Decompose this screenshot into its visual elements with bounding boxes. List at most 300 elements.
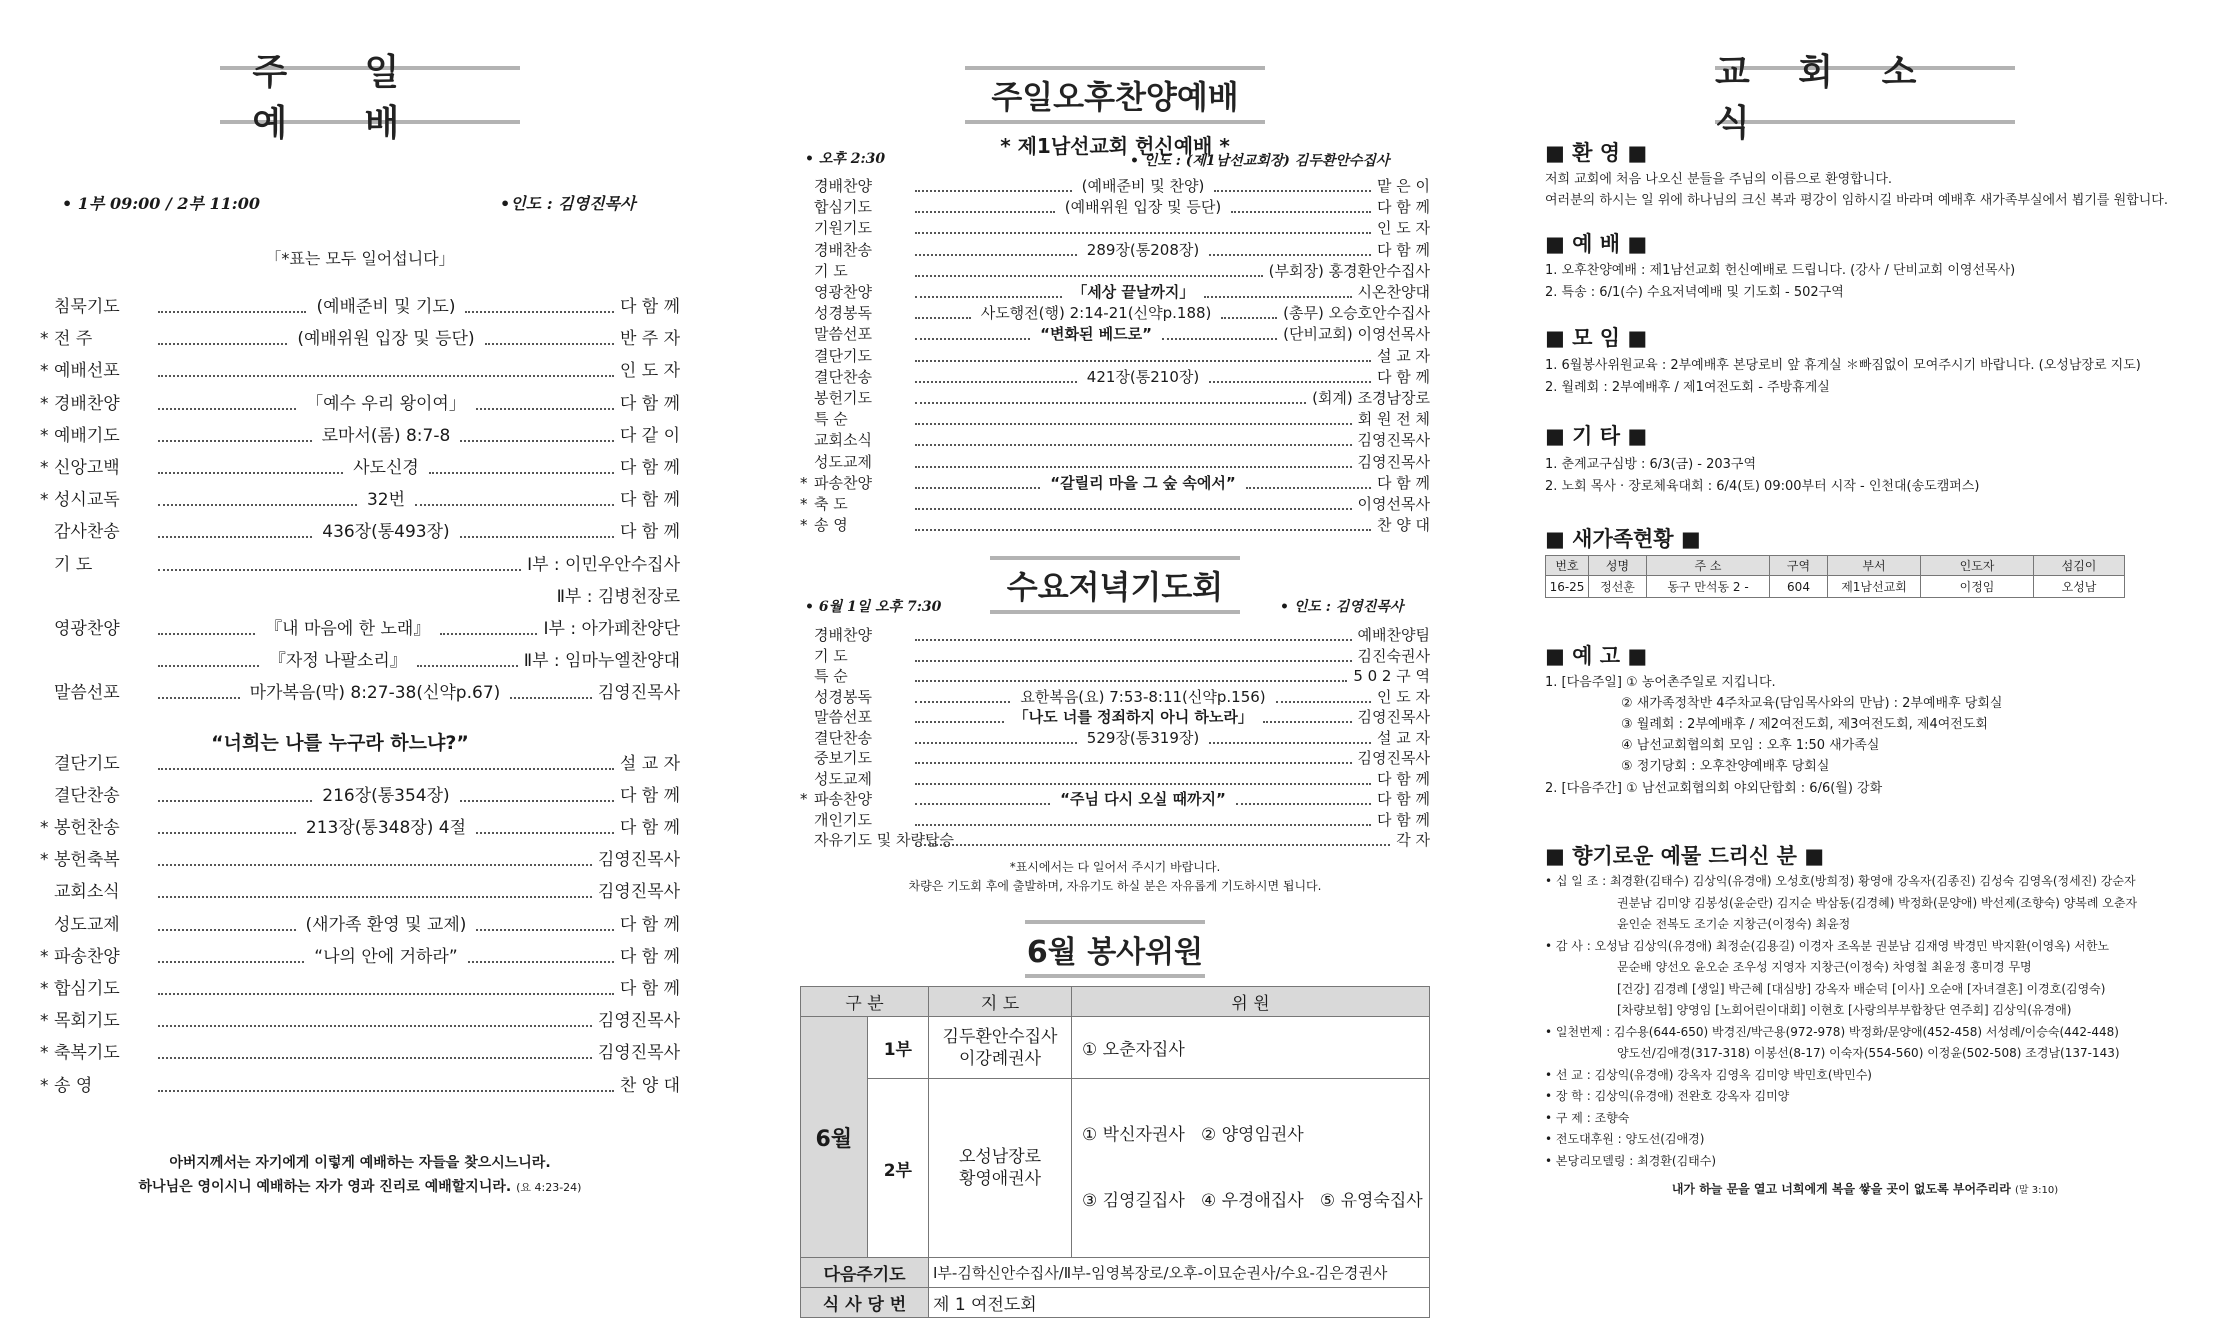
leader-dots bbox=[915, 844, 1390, 846]
order-row bbox=[40, 978, 680, 1000]
standing-marker: * bbox=[40, 458, 49, 478]
servant-title: 6월 봉사위원 bbox=[1025, 920, 1205, 978]
leader-dots bbox=[429, 472, 614, 474]
order-label: 말씀선포 bbox=[814, 325, 872, 344]
offering-line: • 장 학 : 김상익(유경애) 전완호 강옥자 김미양 bbox=[1545, 1089, 1790, 1103]
order-label: 목회기도 bbox=[54, 1011, 120, 1032]
order-person: 회 원 전 체 bbox=[1357, 410, 1430, 429]
leader-dots bbox=[510, 697, 592, 699]
order-content: 213장(통348장) 4절 bbox=[305, 818, 466, 838]
offering-line: 권분남 김미양 김봉성(윤순란) 김지순 박삼동(김경혜) 박정화(문양애) 박선제(조향숙) 양복례 오춘자 bbox=[1617, 895, 2138, 910]
leader-dots bbox=[1214, 190, 1371, 192]
new-family-heading: ■ 새가족현황 ■ bbox=[1545, 527, 1701, 551]
order-content: 289장(통208장) bbox=[1086, 240, 1200, 259]
leader-dots bbox=[1204, 296, 1351, 298]
new-family-row: 16-25 정선훈 동구 만석동 2 - 604 제1남선교회 이정임 오성남 bbox=[1546, 576, 2125, 598]
order-row bbox=[40, 650, 680, 672]
leader-dots bbox=[476, 408, 614, 410]
order-row bbox=[800, 260, 1430, 282]
order-row bbox=[800, 387, 1430, 409]
leader-dots bbox=[158, 504, 357, 506]
service-leader: •인도 : 김영진목사 bbox=[500, 194, 636, 213]
order-person: 인 도 자 bbox=[1377, 687, 1431, 706]
leader-dots bbox=[158, 800, 312, 802]
meal-duty-row: 식 사 당 번 제 1 여전도회 bbox=[801, 1288, 1430, 1318]
leader-dots bbox=[915, 254, 1077, 256]
order-row bbox=[800, 302, 1430, 324]
order-content: 마가복음(막) 8:27-38(신약p.67) bbox=[249, 683, 501, 704]
leader-dots bbox=[460, 536, 614, 538]
order-row bbox=[800, 706, 1430, 728]
leader-dots bbox=[915, 444, 1352, 446]
worship-line-2: 2. 특송 : 6/1(수) 수요저녁예배 및 기도회 - 502구역 bbox=[1545, 285, 1844, 300]
notice-line-3: ③ 월례회 : 2부예배후 / 제2여전도회, 제3여전도회, 제4여전도회 bbox=[1621, 717, 1988, 732]
order-row bbox=[40, 817, 680, 839]
order-person: 반 주 자 bbox=[619, 329, 681, 350]
leader-dots bbox=[460, 800, 614, 802]
leader-dots bbox=[915, 423, 1352, 425]
wednesday-note-2: 차량은 기도회 후에 출발하며, 자유기도 하실 분은 자유롭게 기도하시면 됩니다. bbox=[908, 879, 1322, 893]
order-label: 자유기도 및 차량탑승 bbox=[814, 831, 954, 849]
order-row bbox=[800, 788, 1430, 810]
order-row bbox=[800, 429, 1430, 451]
leader-dots bbox=[417, 665, 518, 667]
meeting-line-2: 2. 월례회 : 2부예배후 / 제1여전도회 - 주방휴게실 bbox=[1545, 380, 1830, 395]
order-content: 요한복음(요) 7:53-8:11(신약p.156) bbox=[1020, 687, 1266, 706]
order-content: (예배위원 입장 및 등단) bbox=[1064, 198, 1222, 217]
order-label: 성도교제 bbox=[814, 452, 872, 471]
offering-line: • 일천번제 : 김수용(644-650) 박경진/박근용(972-978) 박정화/문양애(452-458) 서성례/이승숙(442-448) bbox=[1545, 1024, 2119, 1039]
notice-line-2: ② 새가족정착반 4주차교육(담임목사와의 만남) : 2부예배후 당회실 bbox=[1621, 696, 2003, 711]
leader-dots bbox=[415, 504, 614, 506]
order-person: 김영진목사 bbox=[597, 882, 680, 903]
order-label: 신앙고백 bbox=[54, 458, 120, 478]
order-person: 다 함 께 bbox=[619, 785, 681, 806]
leader-dots bbox=[1231, 211, 1371, 213]
order-label: 합심기도 bbox=[814, 198, 872, 217]
order-row bbox=[40, 393, 680, 415]
leader-dots bbox=[1263, 721, 1352, 723]
standing-marker: * bbox=[40, 850, 49, 871]
order-person: 다 함 께 bbox=[619, 946, 680, 967]
leader-dots bbox=[1246, 487, 1371, 489]
servant-month: 6월 bbox=[801, 1017, 868, 1258]
standing-marker: * bbox=[40, 1011, 49, 1032]
leader-dots bbox=[915, 190, 1072, 192]
order-row bbox=[800, 768, 1430, 790]
order-content: 「예수 우리 왕이여」 bbox=[306, 393, 466, 414]
servant-row-part1: 6월 1부 김두환안수집사 이강례권사 ① 오춘자집사 bbox=[801, 1017, 1430, 1079]
leader-dots bbox=[158, 961, 304, 963]
order-person: 다 같 이 bbox=[619, 425, 680, 446]
order-person: (단비교회) 이영선목사 bbox=[1283, 325, 1430, 344]
order-person: 다 함 께 bbox=[619, 914, 680, 935]
servant-table bbox=[800, 986, 1430, 1318]
order-label: 특 순 bbox=[814, 410, 848, 429]
order-person: 맡 은 이 bbox=[1376, 177, 1430, 195]
order-content: (예배준비 및 찬양) bbox=[1081, 177, 1205, 195]
order-content: 사도행전(행) 2:14-21(신약p.188) bbox=[980, 304, 1212, 323]
order-label: 결단기도 bbox=[54, 753, 120, 774]
leader-dots bbox=[915, 639, 1352, 641]
standing-marker: * bbox=[800, 790, 808, 808]
offering-line: • 전도대후원 : 양도선(김애경) bbox=[1545, 1132, 1705, 1146]
leader-dots bbox=[915, 466, 1352, 468]
order-person: (회계) 조경남장로 bbox=[1312, 389, 1430, 407]
offering-line: • 감 사 : 오성남 김상익(유경애) 최정순(김용길) 이경자 조옥분 권분남 김재영 박경민 박지환(이영옥) 서한노 bbox=[1545, 938, 2110, 953]
leader-dots bbox=[915, 275, 1263, 277]
order-content: “나의 안에 거하라” bbox=[314, 946, 458, 967]
sunday-worship-column bbox=[40, 0, 680, 1240]
leader-dots bbox=[915, 508, 1352, 510]
order-content: 『자정 나팔소리』 bbox=[268, 651, 407, 672]
leader-dots bbox=[476, 929, 614, 931]
leader-dots bbox=[158, 832, 296, 834]
order-person: 다 함 께 bbox=[1376, 790, 1430, 808]
order-person: 다 함 께 bbox=[1376, 473, 1430, 492]
order-label: 전 주 bbox=[54, 329, 93, 350]
order-label: 기 도 bbox=[814, 646, 848, 665]
standing-marker: * bbox=[40, 818, 49, 838]
order-row bbox=[800, 747, 1430, 769]
order-label: 침묵기도 bbox=[54, 297, 120, 317]
standing-marker: * bbox=[40, 425, 49, 446]
leader-dots bbox=[158, 929, 296, 931]
leader-dots bbox=[158, 536, 312, 538]
church-news-column bbox=[1545, 0, 2185, 1240]
order-label: 예배선포 bbox=[54, 361, 120, 382]
order-label: 봉헌기도 bbox=[814, 389, 872, 407]
leader-dots bbox=[158, 408, 296, 410]
standing-marker: * bbox=[40, 946, 49, 967]
order-label: 감사찬송 bbox=[54, 522, 120, 543]
notice-line-1: 1. [다음주일] ① 농어촌주일로 지킵니다. bbox=[1545, 675, 1776, 690]
order-row bbox=[800, 727, 1430, 749]
order-label: 성도교제 bbox=[814, 769, 872, 788]
leader-dots bbox=[1209, 742, 1371, 744]
order-row bbox=[800, 408, 1430, 430]
standing-marker: * bbox=[40, 329, 49, 350]
order-label: 성시교독 bbox=[54, 490, 120, 511]
afternoon-subtitle: * 제1남선교회 헌신예배 * bbox=[1000, 134, 1230, 158]
order-row bbox=[800, 239, 1430, 261]
order-person: 김영진목사 bbox=[1357, 708, 1430, 726]
order-row bbox=[800, 624, 1430, 646]
order-content: (예배준비 및 기도) bbox=[316, 297, 456, 317]
wednesday-leader: • 인도 : 김영진목사 bbox=[1280, 599, 1404, 615]
order-person: 김영진목사 bbox=[1357, 431, 1430, 450]
order-content: 『내 마음에 한 노래』 bbox=[265, 619, 431, 639]
leader-dots bbox=[1209, 381, 1371, 383]
standing-marker: * bbox=[40, 361, 49, 382]
leader-dots bbox=[915, 783, 1371, 785]
leader-dots bbox=[1236, 803, 1371, 805]
order-person: 다 함 께 bbox=[619, 393, 680, 414]
order-label: 파송찬양 bbox=[54, 946, 120, 967]
leader-dots bbox=[915, 296, 1062, 298]
leader-dots bbox=[460, 440, 614, 442]
order-label: 기원기도 bbox=[814, 219, 872, 238]
welcome-heading: ■ 환 영 ■ bbox=[1545, 141, 1648, 165]
order-label: 파송찬양 bbox=[814, 473, 872, 492]
order-label: 경배찬양 bbox=[814, 626, 872, 644]
leader-dots bbox=[485, 343, 614, 345]
order-row bbox=[40, 785, 680, 807]
leader-dots bbox=[915, 701, 1010, 703]
offering-line: 윤인순 전복도 조기순 지창근(이정숙) 최윤정 bbox=[1617, 917, 1851, 931]
leader-dots bbox=[158, 375, 614, 377]
order-label: 성경봉독 bbox=[814, 687, 872, 706]
order-row bbox=[800, 175, 1430, 197]
order-person: 다 함 께 bbox=[619, 490, 681, 511]
notice-line-6: 2. [다음주간] ① 남선교회협의회 야외단합회 : 6/6(월) 강화 bbox=[1545, 781, 1883, 796]
leader-dots bbox=[915, 232, 1371, 234]
order-label: 봉헌축복 bbox=[54, 850, 120, 871]
footer-verse-line2: 하나님은 영이시니 예배하는 자가 영과 진리로 예배할지니라. (요 4:23-24) bbox=[138, 1179, 582, 1195]
order-person: 설 교 자 bbox=[1376, 346, 1430, 365]
order-label: 기 도 bbox=[54, 554, 93, 575]
order-label: 예배기도 bbox=[54, 425, 120, 446]
standing-marker: * bbox=[40, 1075, 49, 1096]
standing-marker: * bbox=[800, 516, 808, 535]
order-person: 김영진목사 bbox=[597, 1011, 680, 1032]
meeting-line-1: 1. 6월봉사위원교육 : 2부예배후 본당로비 앞 휴게실 ＊빠짐없이 모여주시기 바랍니다. (오성남장로 지도) bbox=[1545, 358, 2141, 373]
order-person: 이영선목사 bbox=[1357, 495, 1430, 513]
meeting-heading: ■ 모 임 ■ bbox=[1545, 326, 1648, 350]
leader-dots bbox=[915, 338, 1030, 340]
wednesday-title: 수요저녁기도회 bbox=[990, 556, 1240, 614]
order-content: “주님 다시 오실 때까지” bbox=[1060, 790, 1226, 808]
order-label: 말씀선포 bbox=[814, 708, 872, 726]
order-label: 경배찬양 bbox=[54, 393, 120, 414]
notice-heading: ■ 예 고 ■ bbox=[1545, 644, 1648, 668]
order-person: 김영진목사 bbox=[1357, 749, 1430, 767]
new-family-table bbox=[1545, 555, 2125, 598]
order-person: Ⅰ부 : 이민우안수집사 bbox=[527, 554, 680, 575]
footer-verse-line1: 아버지께서는 자기에게 이렇게 예배하는 자들을 찾으시느니라. bbox=[169, 1155, 551, 1171]
leader-dots bbox=[158, 665, 259, 667]
order-label: 송 영 bbox=[814, 516, 848, 535]
leader-dots bbox=[158, 896, 592, 898]
offering-line: • 십 일 조 : 최경환(김태수) 김상익(유경애) 오성호(방희정) 황영애 강옥자(김종진) 김성숙 김영옥(정세진) 강순자 bbox=[1545, 874, 2136, 888]
order-label: 송 영 bbox=[54, 1075, 93, 1096]
leader-dots bbox=[158, 768, 614, 770]
leader-dots bbox=[158, 697, 240, 699]
order-person: 다 함 께 bbox=[1377, 240, 1431, 259]
standing-marker: * bbox=[40, 1043, 49, 1064]
afternoon-worship-column bbox=[800, 0, 1431, 1315]
leader-dots bbox=[915, 360, 1371, 362]
order-row bbox=[40, 328, 680, 350]
leader-dots bbox=[915, 487, 1040, 489]
order-content: 로마서(롬) 8:7-8 bbox=[321, 425, 451, 446]
order-row bbox=[40, 360, 680, 382]
leader-dots bbox=[1162, 338, 1277, 340]
leader-dots bbox=[1276, 701, 1371, 703]
welcome-line-1: 저희 교회에 처음 나오신 분들을 주님의 이름으로 환영합니다. bbox=[1545, 172, 1893, 187]
leader-dots bbox=[915, 721, 1004, 723]
leader-dots bbox=[158, 1090, 614, 1092]
order-label: 결단기도 bbox=[814, 346, 872, 365]
order-label: 성도교제 bbox=[54, 914, 120, 935]
order-row bbox=[40, 881, 680, 903]
order-person: 김영진목사 bbox=[597, 1043, 680, 1064]
order-label: 봉헌찬송 bbox=[54, 818, 120, 838]
order-row bbox=[800, 829, 1430, 851]
order-row bbox=[800, 345, 1430, 367]
order-person: 다 함 께 bbox=[619, 818, 680, 838]
sermon-title: “너희는 나를 누구라 하느냐?” bbox=[211, 732, 469, 754]
order-person: 다 함 께 bbox=[1376, 198, 1430, 217]
standing-marker: * bbox=[800, 495, 808, 513]
leader-dots bbox=[158, 1025, 592, 1027]
leader-dots bbox=[440, 633, 537, 635]
afternoon-leader: • 인도 : (제1남선교회장) 김두환안수집사 bbox=[1130, 153, 1390, 169]
standing-marker: * bbox=[40, 979, 49, 999]
leader-dots bbox=[915, 211, 1055, 213]
order-person: (총무) 오승호안수집사 bbox=[1283, 304, 1431, 323]
next-prayer-row: 다음주기도 Ⅰ부-김학신안수집사/Ⅱ부-임영복장로/오후-이묘순권사/수요-김은경권사 bbox=[801, 1258, 1430, 1288]
leader-dots bbox=[915, 762, 1352, 764]
order-row bbox=[40, 682, 680, 704]
afternoon-worship-title: 주일오후찬양예배 bbox=[965, 66, 1265, 124]
etc-heading: ■ 기 타 ■ bbox=[1545, 424, 1648, 448]
order-label: 개인기도 bbox=[814, 810, 872, 829]
offering-line: [차량보험] 양영임 [노회어린이대회] 이현호 [사랑의부부합창단 연주회] 김상익(유경애) bbox=[1617, 1003, 2072, 1017]
order-row bbox=[40, 753, 680, 775]
leader-dots bbox=[158, 633, 255, 635]
order-label: 경배찬송 bbox=[814, 240, 872, 259]
order-person: 김영진목사 bbox=[597, 850, 680, 871]
order-person: 인 도 자 bbox=[619, 361, 680, 382]
leader-dots bbox=[915, 803, 1050, 805]
leader-dots bbox=[468, 961, 614, 963]
order-label: 합심기도 bbox=[54, 979, 120, 999]
order-row bbox=[800, 217, 1430, 239]
order-row bbox=[40, 425, 680, 447]
order-person: 다 함 께 bbox=[1376, 769, 1430, 788]
order-row bbox=[40, 849, 680, 871]
order-label: 축 도 bbox=[814, 495, 848, 513]
order-row bbox=[800, 645, 1430, 667]
offering-line: • 본당리모델링 : 최경환(김태수) bbox=[1545, 1153, 1717, 1168]
leader-dots bbox=[915, 317, 971, 319]
order-person: Ⅰ부 : 아가페찬양단 bbox=[543, 619, 680, 639]
welcome-line-2: 여러분의 하시는 일 위에 하나님의 크신 복과 평강이 임하시길 바라며 예배후 새가족부실에서 뵙기를 원합니다. bbox=[1545, 193, 2168, 208]
leader-dots bbox=[158, 993, 614, 995]
leader-dots bbox=[158, 472, 343, 474]
order-person: 예배찬양팀 bbox=[1357, 626, 1430, 644]
leader-dots bbox=[158, 1057, 592, 1059]
order-row bbox=[40, 586, 680, 608]
order-row bbox=[800, 493, 1430, 515]
standing-marker: * bbox=[40, 490, 49, 511]
order-person: 각 자 bbox=[1396, 831, 1430, 849]
order-row bbox=[40, 554, 680, 576]
order-label: 영광찬양 bbox=[54, 619, 120, 639]
leader-dots bbox=[915, 742, 1077, 744]
wednesday-time: • 6월 1일 오후 7:30 bbox=[805, 599, 942, 615]
order-row bbox=[40, 296, 680, 318]
offering-line: • 구 제 : 조향숙 bbox=[1545, 1110, 1630, 1125]
order-content: 436장(통493장) bbox=[322, 522, 450, 543]
order-content: 529장(통319장) bbox=[1086, 728, 1200, 747]
standing-notice: 「*표는 모두 일어섭니다」 bbox=[265, 249, 455, 268]
offering-line: 양도선/김애경(317-318) 이봉선(8-17) 이숙자(554-560) 이정윤(502-508) 조경남(137-143) bbox=[1617, 1046, 2120, 1060]
order-label: 기 도 bbox=[814, 261, 848, 280]
order-label: 결단찬송 bbox=[814, 728, 872, 747]
order-row bbox=[800, 665, 1430, 687]
leader-dots bbox=[915, 529, 1371, 531]
order-person: 김영진목사 bbox=[1357, 452, 1430, 471]
order-person: 다 함 께 bbox=[1377, 367, 1431, 386]
order-content: “갈릴리 마을 그 숲 속에서” bbox=[1050, 473, 1236, 492]
standing-marker: * bbox=[40, 393, 49, 414]
order-label: 파송찬양 bbox=[814, 790, 872, 808]
order-person: 다 함 께 bbox=[619, 522, 681, 543]
worship-heading: ■ 예 배 ■ bbox=[1545, 232, 1648, 256]
notice-line-4: ④ 남선교회협의회 모임 : 오후 1:50 새가족실 bbox=[1621, 738, 1880, 753]
order-content: 32번 bbox=[366, 490, 405, 511]
order-content: 「세상 끝날까지」 bbox=[1072, 283, 1195, 301]
servant-table-header: 구 분 지 도 위 원 bbox=[801, 987, 1430, 1017]
order-row bbox=[40, 1075, 680, 1097]
order-row bbox=[800, 472, 1430, 494]
order-row bbox=[40, 946, 680, 968]
leader-dots bbox=[915, 402, 1306, 404]
order-person: 김영진목사 bbox=[597, 683, 680, 704]
worship-line-1: 1. 오후찬양예배 : 제1남선교회 헌신예배로 드립니다. (강사 / 단비교회 이영선목사) bbox=[1545, 263, 2016, 278]
new-family-header: 번호 성명 주 소 구역 부서 인도자 섬김이 bbox=[1546, 556, 2125, 576]
order-person: 다 함 께 bbox=[1376, 810, 1430, 829]
leader-dots bbox=[465, 311, 613, 313]
order-person: 설 교 자 bbox=[1377, 728, 1431, 747]
order-content: (예배위원 입장 및 등단) bbox=[297, 329, 475, 350]
order-row bbox=[800, 281, 1430, 303]
order-row bbox=[40, 521, 680, 543]
order-label: 결단찬송 bbox=[54, 785, 120, 806]
leader-dots bbox=[158, 440, 312, 442]
order-person: 다 함 께 bbox=[619, 297, 681, 317]
order-row bbox=[40, 1042, 680, 1064]
order-label: 교회소식 bbox=[814, 431, 872, 450]
service-times: • 1부 09:00 / 2부 11:00 bbox=[62, 194, 260, 213]
order-row bbox=[800, 451, 1430, 473]
leader-dots bbox=[1221, 317, 1277, 319]
leader-dots bbox=[476, 832, 614, 834]
leader-dots bbox=[915, 381, 1077, 383]
servant-row-part2: 2부 오성남장로 황영애권사 ① 박신자권사 ② 양영임권사 ③ 김영길집사 ④ 우경애집사 ⑤ 유영숙집사 bbox=[801, 1079, 1430, 1258]
order-content: 「나도 너를 정죄하지 아니 하노라」 bbox=[1013, 708, 1253, 726]
order-row bbox=[800, 514, 1430, 536]
order-person: 인 도 자 bbox=[1376, 219, 1430, 238]
etc-line-2: 2. 노회 목사 · 장로체육대회 : 6/4(토) 09:00부터 시작 - 인천대(송도캠퍼스) bbox=[1545, 479, 1980, 494]
offering-heading: ■ 향기로운 예물 드리신 분 ■ bbox=[1545, 844, 1825, 868]
order-row bbox=[800, 809, 1430, 831]
order-person: 시온찬양대 bbox=[1357, 283, 1430, 301]
order-person: 찬 양 대 bbox=[619, 1075, 680, 1096]
order-label: 교회소식 bbox=[54, 882, 120, 903]
wednesday-note-1: *표시에서는 다 일어서 주시기 바랍니다. bbox=[1009, 860, 1221, 874]
order-label: 결단찬송 bbox=[814, 367, 872, 386]
offering-line: • 선 교 : 김상익(유경애) 강옥자 김영옥 김미양 박민호(박민수) bbox=[1545, 1067, 1872, 1082]
leader-dots bbox=[158, 864, 592, 866]
order-person: 5 0 2 구 역 bbox=[1353, 667, 1430, 685]
leader-dots bbox=[915, 680, 1347, 682]
order-content: 216장(통354장) bbox=[322, 785, 450, 806]
etc-line-1: 1. 춘계교구심방 : 6/3(금) - 203구역 bbox=[1545, 457, 1757, 472]
order-row bbox=[40, 457, 680, 479]
